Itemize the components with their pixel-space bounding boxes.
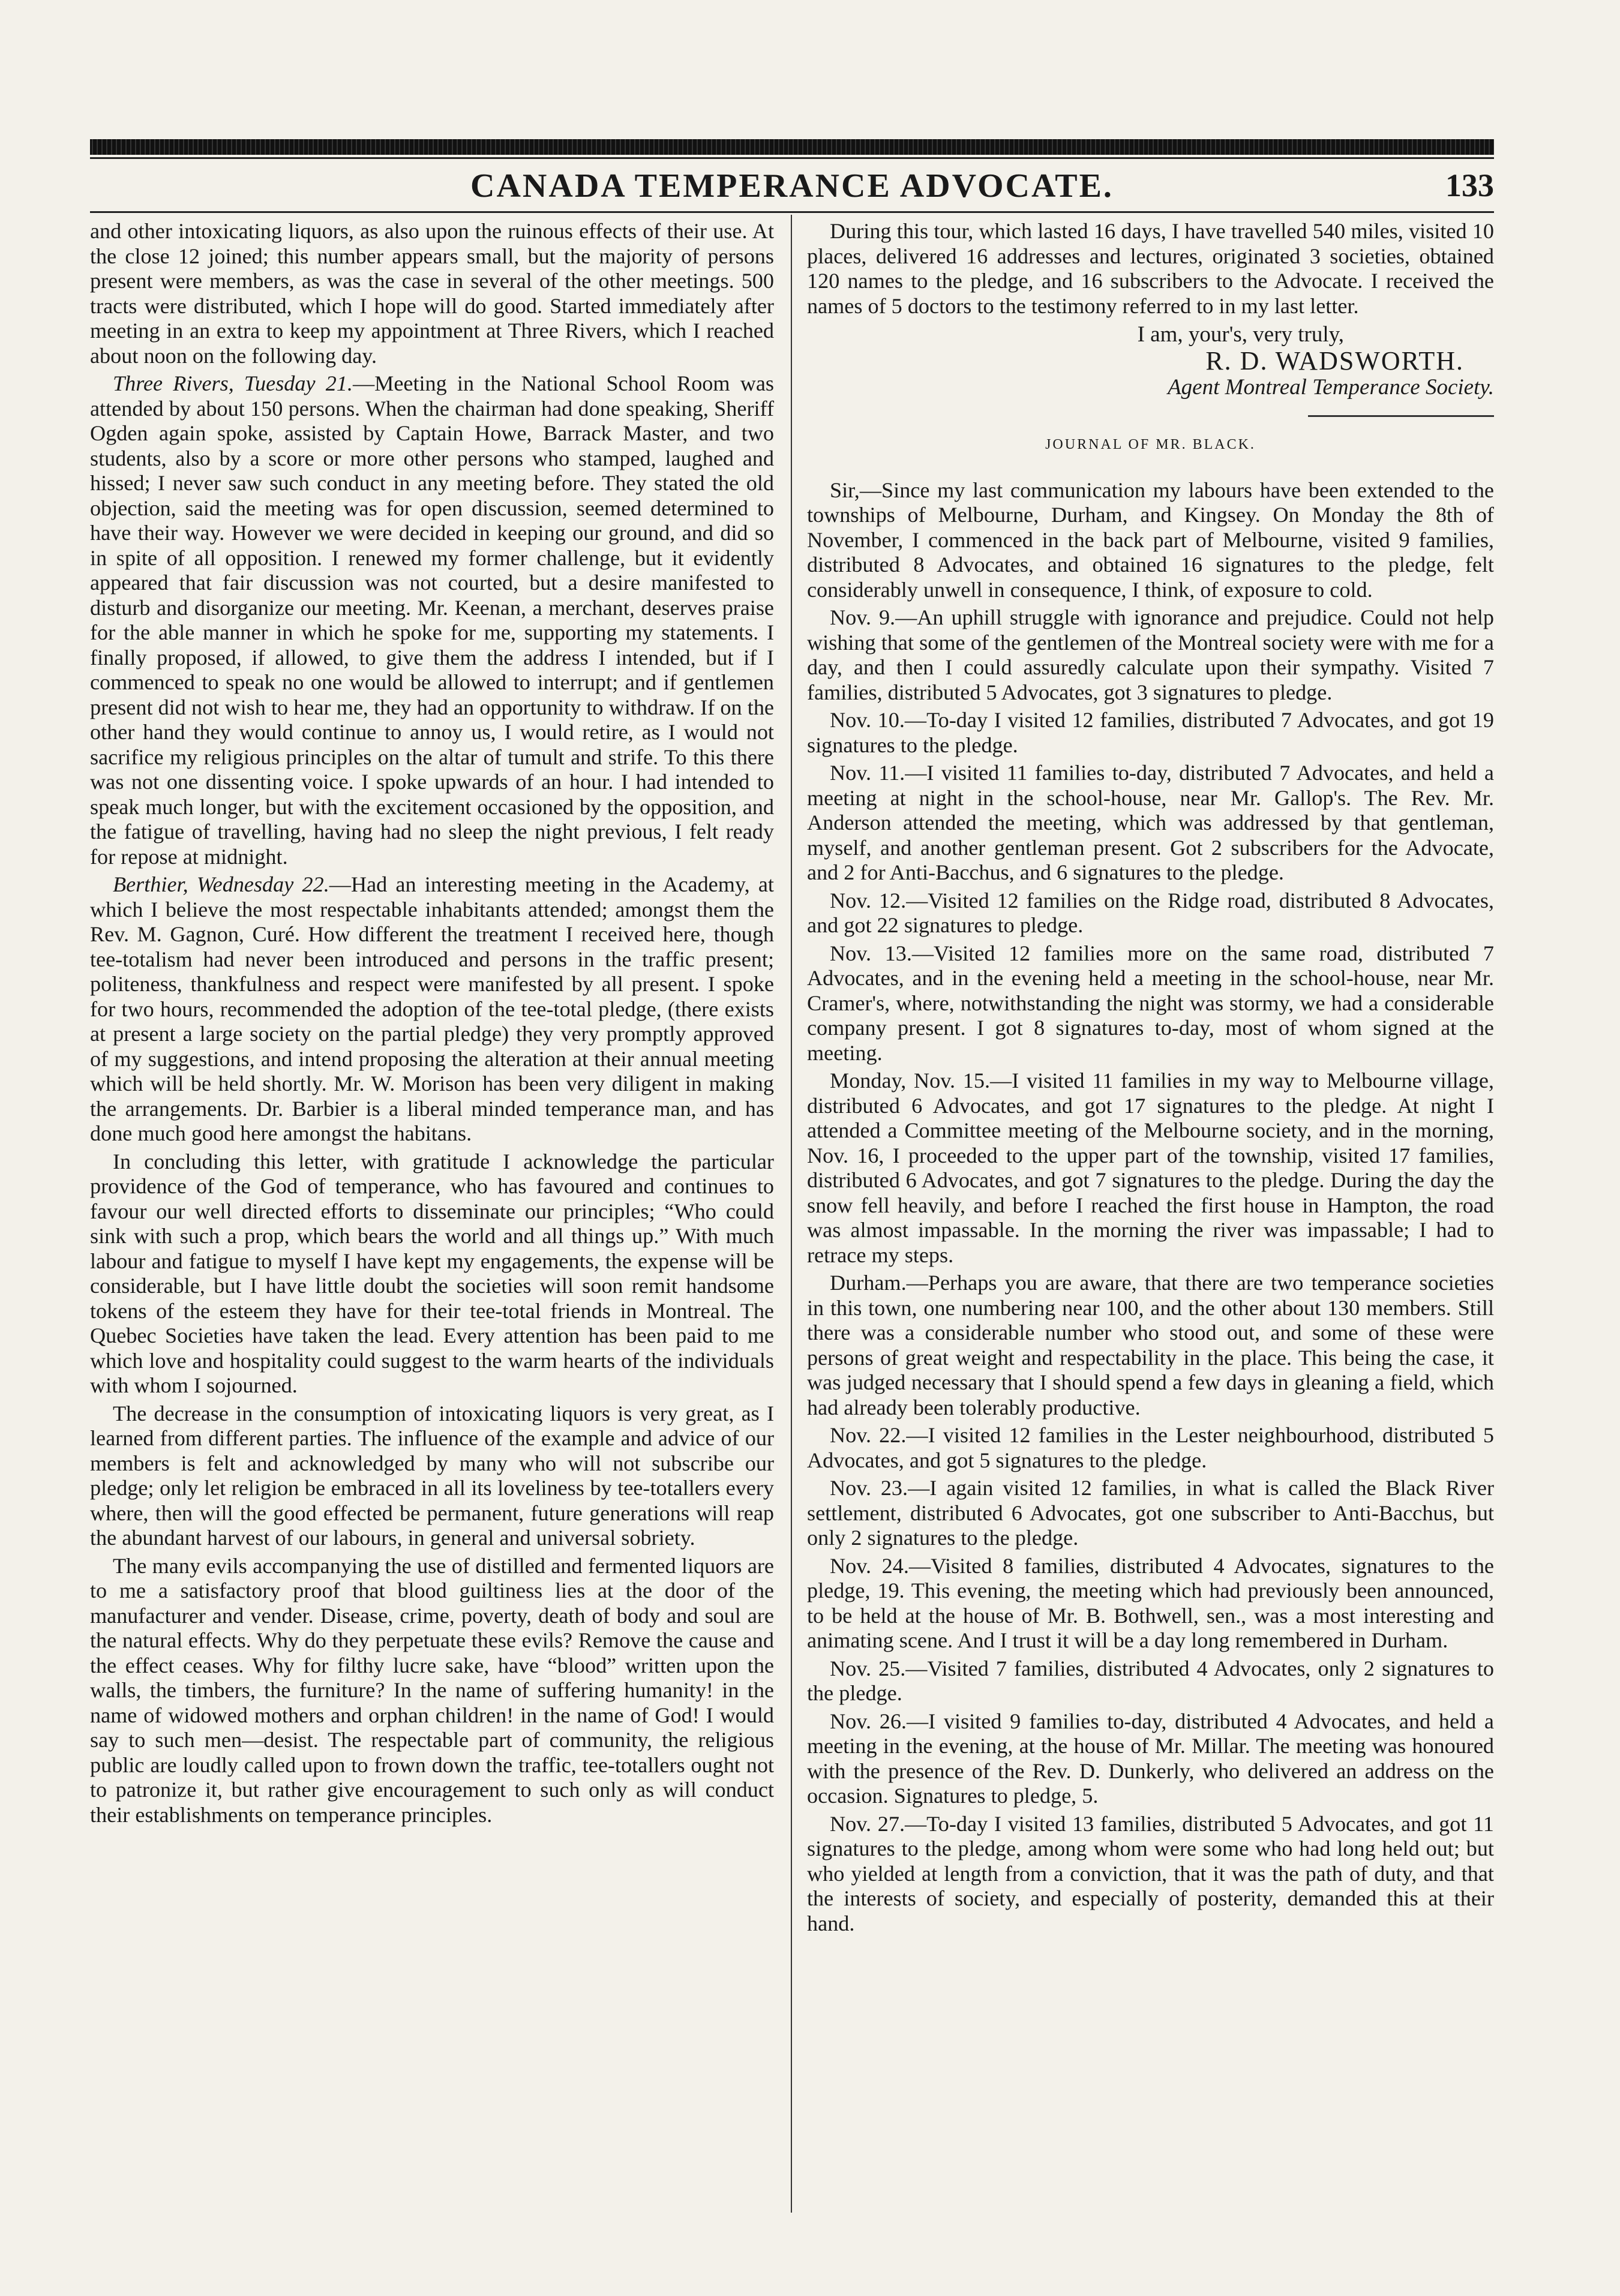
journal-entry: Sir,—Since my last communication my labours have been extended to the townships of Melbourne, Durham, and Kingsey. On Monday the 8th of November, I commenced in the back part of Melbourne, visited 9 families, distributed 8 Advocates, and obtained 16 signatures to the pledge, felt considerably unwell in consequence, I think, of exposure to cold. [807, 478, 1494, 602]
journal-entry: Nov. 22.—I visited 12 families in the Lester neighbourhood, distributed 5 Advocates, and got 5 signatures to the pledge. [807, 1423, 1494, 1472]
dateline: Berthier, Wednesday 22. [113, 872, 329, 896]
signature-name: R. D. WADSWORTH. [1205, 346, 1464, 376]
masthead-title: CANADA TEMPERANCE ADVOCATE. [470, 167, 1114, 205]
journal-entry: Nov. 26.—I visited 9 families to-day, distributed 4 Advocates, and held a meeting in the evening, at the house of Mr. Millar. The meeting was honoured with the presence of the Rev. D. Dunkerly, who delivered an address on the occasion. Signatures to pledge, 5. [807, 1709, 1494, 1808]
header-rule [90, 211, 1494, 213]
signature-closing: I am, your's, very truly, [1137, 322, 1344, 347]
journal-entry: Nov. 9.—An uphill struggle with ignorance and prejudice. Could not help wishing that some of the gentlemen of the Montreal society were with me for a day, and then I could assuredly calculate upon their sympathy. Visited 7 families, distributed 5 Advocates, got 3 signatures to pledge. [807, 605, 1494, 704]
decorative-top-rule [90, 139, 1494, 155]
page-header [90, 162, 1494, 204]
journal-entry: Nov. 25.—Visited 7 families, distributed 4 Advocates, only 2 signatures to the pledge. [807, 1656, 1494, 1705]
paragraph: In concluding this letter, with gratitude I acknowledge the particular providence of the God of temperance, who has favoured and continues to favour our well directed efforts to disseminate our principles; “Who could sink with such a prop, which bears the world and all things up.” With much labour and fatigue to myself I have kept my engagements, the expense will be considerable, but I have little doubt the societies will soon remit handsome tokens of the esteem they have for their tee-total friends in Montreal. The Quebec Societies have taken the lead. Every attention has been paid to me which love and hospitality could suggest to the warm hearts of the individuals with whom I sojourned. [90, 1149, 774, 1397]
journal-entry: Nov. 11.—I visited 11 families to-day, distributed 7 Advocates, and held a meeting at night in the school-house, near Mr. Gallop's. The Rev. Mr. Anderson attended the meeting, which was addressed by that gentleman, myself, and another gentleman present. Got 2 subscribers for the Advocate, and 2 for Anti-Bacchus, and 6 signatures to the pledge. [807, 761, 1494, 884]
journal-entry: Nov. 24.—Visited 8 families, distributed 4 Advocates, signatures to the pledge, 19. This evening, the meeting which had previously been announced, to be held at the house of Mr. B. Bothwell, sen., was a most interesting and animating scene. And I trust it will be a day long remembered in Durham. [807, 1553, 1494, 1652]
journal-entry: Nov. 23.—I again visited 12 families, in what is called the Black River settlement, distributed 6 Advocates, got one subscriber to Anti-Bacchus, but only 2 signatures to the pledge. [807, 1476, 1494, 1550]
paragraph: During this tour, which lasted 16 days, I have travelled 540 miles, visited 10 places, delivered 16 addresses and lectures, originated 3 societies, obtained 120 names to the pledge, and 16 subscribers to the Advocate. I received the names of 5 doctors to the testimony referred to in my last letter. [807, 219, 1494, 318]
paragraph: The decrease in the consumption of intoxicating liquors is very great, as I learned from different parties. The influence of the example and advice of our members is felt and acknowledged by many who will not subscribe our pledge; only let religion be embraced in all its loveliness by tee-totallers every where, then will the good effected be permanent, future generations will reap the abundant harvest of our labours, in general and universal sobriety. [90, 1401, 774, 1550]
journal-entry: Durham.—Perhaps you are aware, that there are two temperance societies in this town, one numbering near 100, and the other about 130 members. Still there was a considerable number who stood out, and some of these were persons of great weight and respectability in the place. This being the case, it was judged necessary that I should spend a few days in gleaning a field, which had already been tolerably productive. [807, 1271, 1494, 1419]
journal-entry: Nov. 10.—To-day I visited 12 families, distributed 7 Advocates, and got 19 signatures to the pledge. [807, 708, 1494, 757]
paragraph: Berthier, Wednesday 22.—Had an interesting meeting in the Academy, at which I believe the most respectable inhabitants attended; amongst them the Rev. M. Gagnon, Curé. How different the treatment I received here, though tee-totalism had never been introduced and persons in the traffic present; politeness, thankfulness and respect were manifested by all present. I spoke for two hours, recommended the adoption of the tee-total pledge, (there exists at present a large society on the partial pledge) they very promptly approved of my suggestions, and intend proposing the alteration at their annual meeting which will be held shortly. Mr. W. Morison has been very diligent in making the arrangements. Dr. Barbier is a liberal minded temperance man, and has done much good here amongst the habitans. [90, 872, 774, 1145]
top-rule-line [90, 157, 1494, 159]
dateline: Three Rivers, Tuesday 21. [113, 371, 353, 395]
column-divider [791, 215, 792, 2213]
signature-title: Agent Montreal Temperance Society. [1168, 375, 1494, 400]
paragraph: Three Rivers, Tuesday 21.—Meeting in the National School Room was attended by about 150 persons. When the chairman had done speaking, Sheriff Ogden again spoke, assisted by Captain Howe, Barrack Master, and two students, also by a score or more other persons who stamped, laughed and hissed; I never saw such conduct in any meeting before. They stated the old objection, said the meeting was for open discussion, seemed determined to have their way. However we were decided in keeping our ground, and did so in spite of all opposition. I renewed my former challenge, but it evidently appeared that fair discussion was not courted, but a desire manifested to disturb and disorganize our meeting. Mr. Keenan, a merchant, deserves praise for the able manner in which he spoke for me, supporting my statements. I finally proposed, if allowed, to give them the address I intended, but if I commenced to speak no one would be allowed to interrupt; and if gentlemen present did not wish to hear me, they had an opportunity to withdraw. If on the other hand they would continue to annoy us, I would retire, as I would not sacrifice my religious principles on the altar of tumult and strife. To this there was not one dissenting voice. I spoke upwards of an hour. I had intended to speak much longer, but with the excitement occasioned by the opposition, and the fatigue of travelling, having had no sleep the night previous, I felt ready for repose at midnight. [90, 371, 774, 869]
paragraph: The many evils accompanying the use of distilled and fermented liquors are to me a satisfactory proof that blood guiltiness lies at the door of the manufacturer and vender. Disease, crime, poverty, death of body and soul are the natural effects. Why do they perpetuate these evils? Remove the cause and the effect ceases. Why for filthy lucre sake, have “blood” written upon the walls, the timbers, the furniture? In the name of suffering humanity! in the name of widowed mothers and orphan children! in the name of God! I would say to such men—desist. The respectable part of community, the religious public are loudly called upon to frown down the traffic, tee-totallers ought not to patronize it, but rather give encouragement to such only as will conduct their establishments on temperance principles. [90, 1553, 774, 1827]
journal-entry: Monday, Nov. 15.—I visited 11 families in my way to Melbourne village, distributed 6 Advocates, and got 17 signatures to the pledge. At night I attended a Committee meeting of the Melbourne society, and in the morning, Nov. 16, I proceeded to the upper part of the township, visited 17 families, distributed 6 Advocates, and got 7 signatures to the pledge. During the day the snow fell heavily, and before I reached the first house in Hampton, the road was almost impassable. In the morning the river was impassable; I had to retrace my steps. [807, 1069, 1494, 1267]
section-heading: JOURNAL OF MR. BLACK. [1045, 437, 1256, 452]
journal-entry: Nov. 13.—Visited 12 families more on the same road, distributed 7 Advocates, and in the evening held a meeting in the school-house, near Mr. Cramer's, where, notwithstanding the night was stormy, we had a considerable company present. I got 8 signatures to-day, most of whom signed at the meeting. [807, 941, 1494, 1065]
section-separator [1308, 415, 1494, 417]
paragraph: and other intoxicating liquors, as also upon the ruinous effects of their use. At the close 12 joined; this number appears small, but the majority of persons present were members, as was the case in several of the other meetings. 500 tracts were distributed, which I hope will do good. Started immediately after meeting in an extra to keep my appointment at Three Rivers, which I reached about noon on the following day. [90, 219, 774, 368]
left-column [90, 219, 774, 1830]
journal-entry: Nov. 12.—Visited 12 families on the Ridge road, distributed 8 Advocates, and got 22 signatures to pledge. [807, 888, 1494, 937]
page-number: 133 [1445, 167, 1494, 203]
right-column [807, 219, 1494, 1939]
journal-entry: Nov. 27.—To-day I visited 13 families, distributed 5 Advocates, and got 11 signatures to the pledge, among whom were some who had long held out; but who yielded at length from a conviction, that it was the path of duty, and that the interests of society, and especially of posterity, demanded this at their hand. [807, 1811, 1494, 1935]
